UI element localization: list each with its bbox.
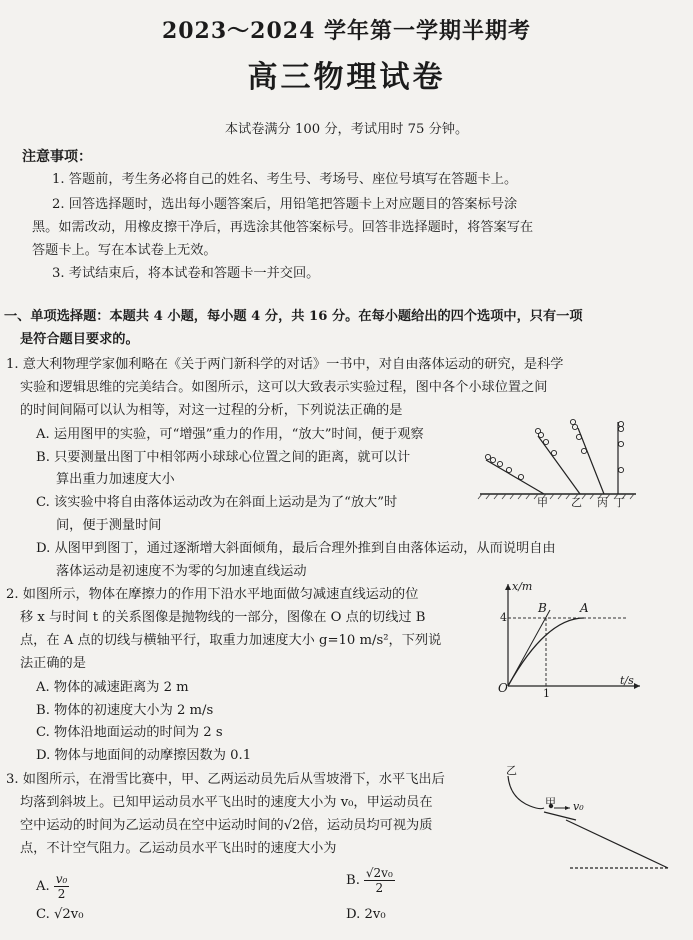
q3-label-jia: 甲 xyxy=(545,796,556,809)
q1-label-ding: 丁 xyxy=(614,496,625,509)
q2-option-d: D. 物体与地面间的动摩擦因数为 0.1 xyxy=(36,748,252,763)
q3-option-a-letter: A. xyxy=(36,878,50,894)
q2-x-tick-label: 1 xyxy=(543,687,550,700)
exam-subtitle: 本试卷满分 100 分，考试用时 75 分钟。 xyxy=(224,122,469,137)
q3-ramp-yi xyxy=(508,776,544,809)
q3-ramp-jia xyxy=(544,812,576,820)
q3-option-a-num: v₀ xyxy=(55,872,68,886)
q3-option-a xyxy=(36,872,69,901)
q2-stem-line4: 法正确的是 xyxy=(20,656,86,671)
q1-stem-line2: 实验和逻辑思维的完美结合。如图所示，这可以大致表示实验过程，图中各个小球位置之间 xyxy=(20,380,548,395)
q1-option-d-cont: 落体运动是初速度不为零的匀加速直线运动 xyxy=(56,564,307,579)
section-heading-line2: 是符合题目要求的。 xyxy=(20,332,139,347)
q1-stem-line1: 1. 意大利物理学家伽利略在《关于两门新科学的对话》一书中，对自由落体运动的研究，是科学 xyxy=(6,357,564,372)
q2-stem-line1: 2. 如图所示，物体在摩擦力的作用下沿水平地面做匀减速直线运动的位 xyxy=(6,587,419,602)
q3-slope xyxy=(566,820,668,868)
q3-option-b-letter: B. xyxy=(346,872,360,888)
q2-point-b: B xyxy=(538,601,547,615)
notice-line-2: 2. 回答选择题时，选出每小题答案后，用铅笔把答题卡上对应题目的答案标号涂 xyxy=(52,197,518,212)
q3-stem-line2: 均落到斜坡上。已知甲运动员水平飞出时的速度大小为 v₀，甲运动员在 xyxy=(20,795,433,810)
q3-option-d: D. 2v₀ xyxy=(346,907,386,922)
q2-origin-label: O xyxy=(498,681,508,695)
section-heading-line1: 一、单项选择题：本题共 4 小题，每小题 4 分，共 16 分。在每小题给出的四个选项中，只有一项 xyxy=(4,309,583,324)
q1-label-jia: 甲 xyxy=(537,496,548,509)
exam-title-line1: 2023～2024 学年第一学期半期考 xyxy=(161,18,532,44)
q1-option-b: B. 只要测量出图丁中相邻两小球球心位置之间的距离，就可以计 xyxy=(36,450,411,465)
incline-jia xyxy=(486,460,544,494)
exam-title-line2: 高三物理试卷 xyxy=(247,60,446,95)
q2-y-axis-label: x/m xyxy=(512,580,533,593)
q1-option-b-cont: 算出重力加速度大小 xyxy=(56,472,175,487)
q2-y-tick-label: 4 xyxy=(500,611,507,624)
q3-option-b-fraction xyxy=(364,866,395,895)
q3-stem-line4: 点，不计空气阻力。乙运动员水平飞出时的速度大小为 xyxy=(20,841,337,856)
q3-label-yi: 乙 xyxy=(506,764,517,777)
q2-option-b: B. 物体的初速度大小为 2 m/s xyxy=(36,703,214,718)
notice-line-4: 答题卡上。写在本试卷上无效。 xyxy=(32,243,217,258)
q1-label-yi: 乙 xyxy=(571,496,582,509)
q1-option-a: A. 运用图甲的实验，可“增强”重力的作用，“放大”时间，便于观察 xyxy=(36,427,424,442)
q3-option-b-den: 2 xyxy=(375,881,384,895)
notice-line-3: 黑。如需改动，用橡皮擦干净后，再选涂其他答案标号。回答非选择题时，将答案写在 xyxy=(32,220,534,235)
q1-option-c: C. 该实验中将自由落体运动改为在斜面上运动是为了“放大”时 xyxy=(36,495,398,510)
incline-yi xyxy=(538,436,580,494)
q2-stem-line3: 点，在 A 点的切线与横轴平行，取重力加速度大小 g=10 m/s²，下列说 xyxy=(20,633,442,648)
q3-option-b-num: √2v₀ xyxy=(365,866,393,880)
q3-stem-line3: 空中运动的时间为乙运动员在空中运动时间的√2倍，运动员均可视为质 xyxy=(20,818,433,833)
q2-x-axis-label: t/s xyxy=(620,674,634,687)
q3-option-c: C. √2v₀ xyxy=(36,907,84,922)
q2-stem-line2: 移 x 与时间 t 的关系图像是抛物线的一部分，图像在 O 点的切线过 B xyxy=(20,610,426,625)
q3-option-b xyxy=(346,866,395,895)
notice-line-5: 3. 考试结束后，将本试卷和答题卡一并交回。 xyxy=(52,266,320,281)
q2-option-a: A. 物体的减速距离为 2 m xyxy=(36,680,189,695)
q3-label-v0: v₀ xyxy=(573,800,584,813)
q1-incline-figure xyxy=(476,412,646,504)
q3-stem-line1: 3. 如图所示，在滑雪比赛中，甲、乙两运动员先后从雪坡滑下，水平飞出后 xyxy=(6,772,445,787)
q1-stem-line3: 的时间间隔可以认为相等，对这一过程的分析，下列说法正确的是 xyxy=(20,403,403,418)
q3-option-a-den: 2 xyxy=(57,887,66,901)
q1-option-d: D. 从图甲到图丁，通过逐渐增大斜面倾角，最后合理外推到自由落体运动，从而说明自由 xyxy=(36,541,556,556)
q1-option-c-cont: 间，便于测量时间 xyxy=(56,518,162,533)
notice-line-1: 1. 答题前，考生务必将自己的姓名、考生号、考场号、座位号填写在答题卡上。 xyxy=(52,172,518,187)
q3-ski-figure xyxy=(500,762,676,872)
q3-option-a-fraction xyxy=(54,872,70,901)
notice-title: 注意事项： xyxy=(22,149,92,165)
q2-option-c: C. 物体沿地面运动的时间为 2 s xyxy=(36,725,223,740)
q1-label-bing: 丙 xyxy=(597,496,608,509)
q2-point-a: A xyxy=(580,601,589,615)
